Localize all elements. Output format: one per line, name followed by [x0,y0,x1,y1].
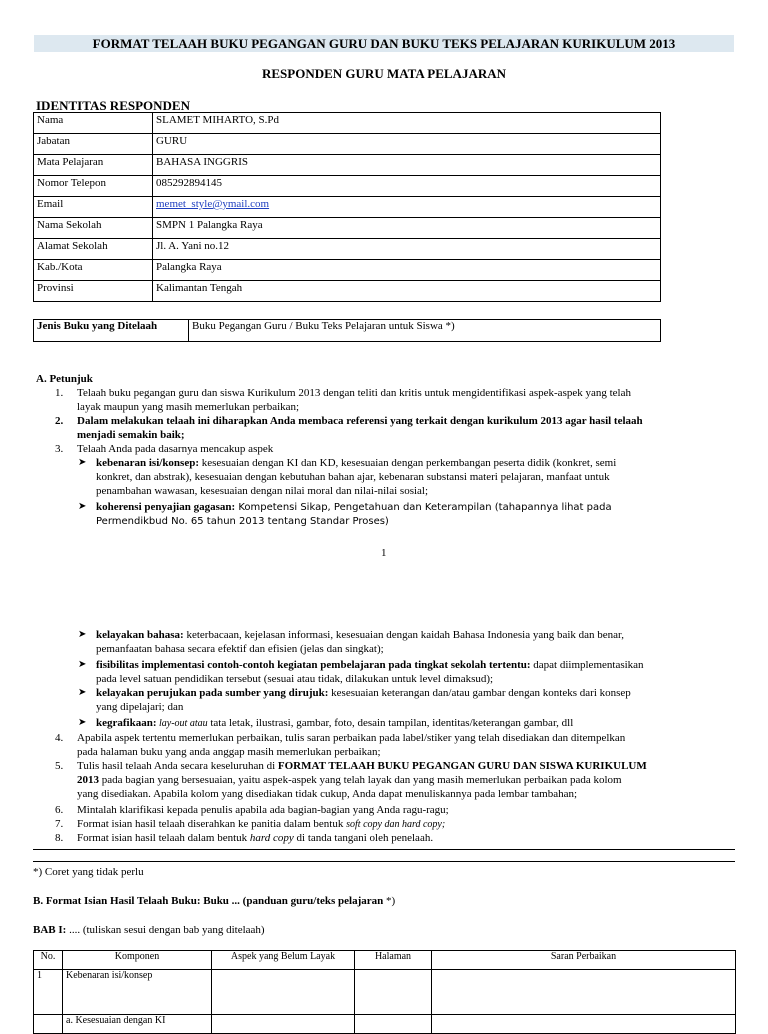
field-label: Nama [34,113,153,134]
petunjuk-item-8 [55,831,737,845]
komponen-cell: Kebenaran isi/konsep [63,970,212,1015]
arrow-bullet-icon: ➤ [78,629,87,640]
field-label: Nama Sekolah [34,218,153,239]
bullet-text: konkret, dan abstrak), kesesuaian dengan kebutuhan bahan ajar, kebenaran substansi materi pelajaran, manfaat untuk [96,471,610,483]
column-header: Komponen [63,951,212,970]
table-row [34,320,661,342]
arrow-bullet-icon: ➤ [78,717,87,728]
halaman-cell[interactable] [355,970,432,1015]
list-number: 6. [55,804,64,816]
field-label: Kab./Kota [34,260,153,281]
bullet-text: dapat diimplementasikan [530,659,644,671]
divider [33,861,735,862]
list-text-bold: FORMAT TELAAH BUKU PEGANGAN GURU DAN SISWA KURIKULUM [277,760,647,772]
field-label: Jabatan [34,134,153,155]
column-header: No. [34,951,63,970]
bullet-text: yang dipelajari; dan [96,701,184,713]
email-link[interactable]: memet_style@ymail.com [156,198,270,210]
bab-text: .... (tuliskan sesui dengan bab yang ditelaah) [66,924,265,936]
bullet-text: Kompetensi Sikap, Pengetahuan dan Keterampilan (tahapannya lihat pada [235,502,612,513]
field-value: SLAMET MIHARTO, S.Pd [153,113,661,134]
field-label: Alamat Sekolah [34,239,153,260]
field-value: SMPN 1 Palangka Raya [153,218,661,239]
jenis-buku-label: Jenis Buku yang Ditelaah [34,320,189,342]
table-row [34,260,661,281]
list-number: 8. [55,832,64,844]
arrow-bullet-icon: ➤ [78,501,87,512]
page-number: 1 [381,547,387,559]
petunjuk-item-4 [55,731,737,759]
bullet-term: kebenaran isi/konsep: [96,457,199,469]
list-text-italic: hard copy [249,832,294,844]
list-text-line: Mintalah klarifikasi kepada penulis apabila ada bagian-bagian yang Anda ragu-ragu; [77,804,449,816]
bullet-text: pemanfaatan bahasa secara efektif dan efisien (jelas dan singkat); [96,643,384,655]
petunjuk-item-1 [55,386,737,414]
list-text-line: Telaah Anda pada dasarnya mencakup aspek [77,443,274,455]
field-label: Nomor Telepon [34,176,153,197]
bullet-text: keterbacaan, kejelasan informasi, kesesuaian dengan kaidah Bahasa Indonesia yang baik dan benar, [183,629,625,641]
bullet-text: tata letak, ilustrasi, gambar, foto, desain tampilan, identitas/keterangan gambar, dll [207,717,574,729]
list-number: 2. [55,415,64,427]
email-field-value [153,197,661,218]
table-header-row [34,951,736,970]
list-number: 1. [55,387,64,399]
arrow-bullet-icon: ➤ [78,659,87,670]
list-text-line: layak maupun yang masih memerlukan perbaikan; [77,401,300,413]
table-row [34,1015,736,1034]
list-text-line: menjadi semakin baik; [77,429,185,441]
column-header: Aspek yang Belum Layak [212,951,355,970]
section-b-heading-tail: *) [383,895,396,907]
bullet-italic: lay-out atau [156,718,208,729]
petunjuk-item-5 [55,759,737,801]
column-header: Halaman [355,951,432,970]
field-label: Provinsi [34,281,153,302]
field-value: BAHASA INGGRIS [153,155,661,176]
document-title: FORMAT TELAAH BUKU PEGANGAN GURU DAN BUKU TEKS PELAJARAN KURIKULUM 2013 [34,35,734,52]
table-row [34,281,661,302]
list-text-line: yang disediakan. Apabila kolom yang disediakan tidak cukup, Anda dapat menuliskannya pada lembar tambahan; [77,788,578,800]
table-row [34,239,661,260]
field-label: Mata Pelajaran [34,155,153,176]
aspek-bullet-bahasa [78,628,736,656]
petunjuk-item-3 [55,442,737,456]
table-row [34,970,736,1015]
column-header: Saran Perbaikan [432,951,736,970]
list-number: 7. [55,818,64,830]
list-text-line: Apabila aspek tertentu memerlukan perbaikan, tulis saran perbaikan pada label/stiker yang telah disediakan dan ditempelkan [77,732,626,744]
jenis-buku-table [33,319,661,342]
list-text-bold: 2013 [77,774,99,786]
arrow-bullet-icon: ➤ [78,457,87,468]
section-b-heading-text: B. Format Isian Hasil Telaah Buku: Buku ... (panduan guru/teks pelajaran [33,895,384,907]
bullet-term: fisibilitas implementasi contoh-contoh kegiatan pembelajaran pada tingkat sekolah tertentu: [96,659,531,671]
list-text-line: pada halaman buku yang anda anggap masih memerlukan perbaikan; [77,746,381,758]
saran-cell[interactable] [432,1015,736,1034]
bab-line [33,923,265,937]
hasil-telaah-table [33,950,736,1034]
jenis-buku-value: Buku Pegangan Guru / Buku Teks Pelajaran untuk Siswa *) [189,320,661,342]
bullet-text: kesesuaian dengan KI dan KD, kesesuaian dengan perkembangan peserta didik (konkret, semi [199,457,617,469]
bullet-text: penambahan wawasan, kesesuaian dengan nilai moral dan nilai-nilai sosial; [96,485,429,497]
bullet-text: pada level satuan pendidikan tersebut (sesuai atau tidak, dilakukan untuk level dimaksud); [96,673,494,685]
document-subtitle: RESPONDEN GURU MATA PELAJARAN [262,66,506,81]
aspek-bullet-fisibilitas [78,658,736,686]
aspek-bullet-perujukan [78,686,736,714]
field-value: Jl. A. Yani no.12 [153,239,661,260]
bullet-term: kegrafikaan: [96,717,157,729]
list-text-line: Dalam melakukan telaah ini diharapkan Anda membaca referensi yang terkait dengan kurikulum 2013 agar hasil telaah [77,415,643,427]
bullet-term: kelayakan bahasa: [96,629,184,641]
bullet-term: kelayakan perujukan pada sumber yang dirujuk: [96,687,329,699]
field-value: Kalimantan Tengah [153,281,661,302]
list-text: Format isian hasil telaah diserahkan ke panitia dalam bentuk [77,818,347,830]
petunjuk-item-6 [55,803,737,817]
table-row [34,218,661,239]
list-text: di tanda tangani oleh penelaah. [293,832,434,844]
row-number: 1 [34,970,63,1015]
row-number [34,1015,63,1034]
table-row [34,155,661,176]
list-text-line: Telaah buku pegangan guru dan siswa Kurikulum 2013 dengan teliti dan kritis untuk mengidentifikasi aspek-aspek yang telah [77,387,631,399]
halaman-cell[interactable] [355,1015,432,1034]
table-row [34,176,661,197]
aspek-bullet-koherensi [78,500,736,529]
aspek-bullet-kebenaran [78,456,736,498]
bullet-term: koherensi penyajian gagasan: [96,501,236,513]
aspek-cell[interactable] [212,970,355,1015]
field-value: GURU [153,134,661,155]
bab-label: BAB I: [33,924,67,936]
saran-cell[interactable] [432,970,736,1015]
list-text: Tulis hasil telaah Anda secara keseluruhan di [77,760,278,772]
identitas-table [33,112,661,302]
list-text: pada bagian yang bersesuaian, yaitu aspek-aspek yang telah layak dan yang masih memerlukan perbaikan pada kolom [99,774,622,786]
list-number: 5. [55,760,64,772]
petunjuk-item-7 [55,817,737,832]
field-value: Palangka Raya [153,260,661,281]
petunjuk-item-2 [55,414,737,442]
bullet-text: Permendikbud No. 65 tahun 2013 tentang Standar Proses) [96,516,389,527]
arrow-bullet-icon: ➤ [78,687,87,698]
aspek-cell[interactable] [212,1015,355,1034]
field-value: 085292894145 [153,176,661,197]
identitas-heading: IDENTITAS RESPONDEN [36,98,190,113]
list-text-italic: soft copy dan hard copy; [346,819,446,830]
list-number: 4. [55,732,64,744]
field-label: Email [34,197,153,218]
bullet-text: kesesuaian keterangan dan/atau gambar dengan konteks dari konsep [328,687,631,699]
petunjuk-heading: A. Petunjuk [36,373,93,385]
divider [33,849,735,850]
list-text: Format isian hasil telaah dalam bentuk [77,832,250,844]
komponen-cell: a. Kesesuaian dengan KI [63,1015,212,1034]
table-row [34,113,661,134]
table-row [34,197,661,218]
aspek-bullet-kegrafikaan [78,716,736,731]
footnote: *) Coret yang tidak perlu [33,866,144,878]
list-number: 3. [55,443,64,455]
table-row [34,134,661,155]
section-b-heading [33,894,395,908]
